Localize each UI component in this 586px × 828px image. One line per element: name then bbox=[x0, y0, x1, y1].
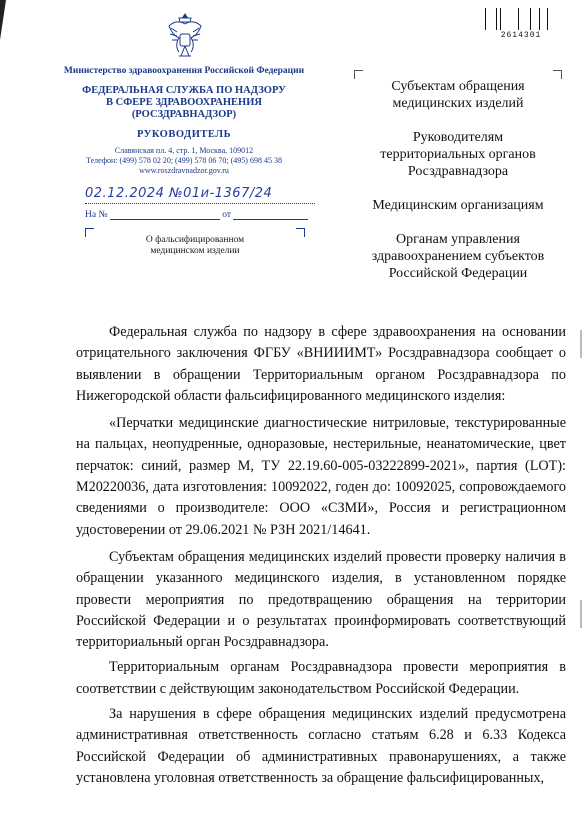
letter-body bbox=[76, 322, 566, 795]
subject-line-1: О фальсифицированном bbox=[145, 235, 245, 245]
body-paragraph-3: Субъектам обращения медицинских изделий провести проверку наличия в обращении указанного медицинского изделия, в установленном порядке провести мероприятия по предотвращению обращения на территории Российской Федерации и о результатах проинформировать соответствующий территориальный орган Росздравнадзора. bbox=[76, 548, 566, 651]
scan-corner-mark bbox=[0, 0, 6, 40]
subject-line bbox=[95, 235, 295, 257]
phone-numbers: Телефон: (499) 578 02 20; (499) 578 06 70; (495) 698 45 38 bbox=[86, 156, 282, 165]
body-paragraph-1: Федеральная служба по надзору в сфере здравоохранения на основании отрицательного заключения ФГБУ «ВНИИИМТ» Росздравнадзора сообщает о выявлении в обращении Территориальным органом Росздравнадзора по Нижегородской области фальсифицированного медицинского изделия: bbox=[76, 324, 566, 404]
scan-edge-mark bbox=[580, 600, 582, 628]
body-paragraph-4: Территориальным органам Росздравнадзора провести мероприятия в соответствии с действующим законодательством Российской Федерации. bbox=[76, 659, 566, 697]
body-paragraph-5: За нарушения в сфере обращения медицинских изделий предусмотрена административная ответственность согласно статьям 6.28 и 6.33 Кодекса Российской Федерации об административных правонарушениях, а также установлена уголовная ответственность за обращение фальсифицированных, bbox=[76, 706, 566, 786]
letterhead bbox=[60, 66, 308, 176]
barcode-bars bbox=[478, 8, 564, 30]
subject-bracket-left bbox=[85, 228, 94, 237]
addressee-block bbox=[360, 78, 556, 299]
registration-underline bbox=[85, 203, 315, 204]
handwritten-date-number: 02.12.2024 №01и-1367/24 bbox=[85, 186, 273, 201]
service-name-line-1: ФЕДЕРАЛЬНАЯ СЛУЖБА ПО НАДЗОРУ bbox=[82, 85, 286, 96]
reference-from-label: от bbox=[222, 210, 232, 220]
subject-line-2: медицинском изделии bbox=[150, 246, 240, 256]
reference-prefix: На № bbox=[85, 210, 108, 220]
barcode-number: 2614301 bbox=[500, 31, 542, 40]
scan-edge-mark bbox=[580, 330, 582, 358]
addressee-item: Субъектам обращения медицинских изделий bbox=[391, 79, 525, 111]
ministry-name: Министерство здравоохранения Российской Федерации bbox=[63, 66, 305, 76]
reference-line bbox=[85, 210, 315, 220]
website-link[interactable]: www.roszdravnadzor.gov.ru bbox=[139, 166, 229, 175]
coat-of-arms-emblem bbox=[165, 10, 205, 62]
contact-block bbox=[60, 146, 308, 176]
service-name-line-2: В СФЕРЕ ЗДРАВООХРАНЕНИЯ bbox=[106, 97, 262, 108]
registration-line bbox=[85, 186, 315, 206]
reference-number-blank bbox=[110, 210, 220, 220]
addressee-item: Руководителям территориальных органов Росздравнадзора bbox=[380, 130, 536, 179]
subject-bracket-right bbox=[296, 228, 305, 237]
body-paragraph-2: «Перчатки медицинские диагностические нитриловые, текстурированные на пальцах, неопудренные, одноразовые, нестерильные, неанатомические, цвет перчаток: синий, размер М, ТУ 22.19.60-005-03222899-2021», партия (LOT): M20220036, дата изготовления: 10092022, годен до: 10092025, сопровождаемого сведениями о производителе: ООО «СЗМИ», Россия и регистрационном удостоверении от 29.06.2021 № РЗН 2021/14641. bbox=[76, 415, 566, 538]
service-name-line-3: (РОСЗДРАВНАДЗОР) bbox=[131, 109, 237, 120]
addressee-item: Медицинским организациям bbox=[372, 198, 544, 213]
postal-address: Славянская пл. 4, стр. 1, Москва, 109012 bbox=[114, 146, 254, 155]
addressee-item: Органам управления здравоохранением субъектов Российской Федерации bbox=[371, 232, 545, 281]
barcode bbox=[478, 8, 564, 40]
service-name bbox=[60, 85, 308, 121]
head-title: РУКОВОДИТЕЛЬ bbox=[136, 129, 232, 140]
reference-date-blank bbox=[233, 210, 308, 220]
